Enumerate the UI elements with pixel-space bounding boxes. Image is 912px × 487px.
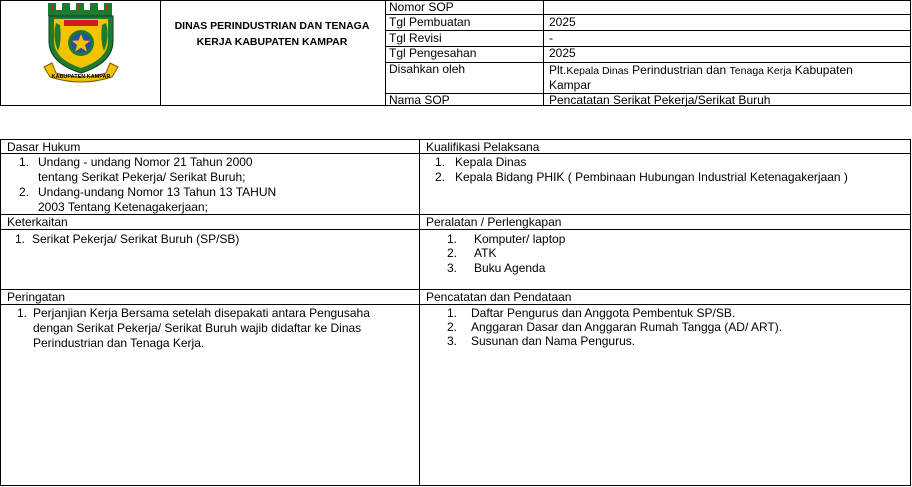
kualifikasi-item-1-text: Kepala Dinas [455, 155, 527, 169]
dasar-hukum-item-1-line1: Undang - undang Nomor 21 Tahun 2000 [38, 155, 253, 169]
organization-name-line1: DINAS PERINDUSTRIAN DAN TENAGA [174, 20, 370, 32]
dasar-hukum-item-2-line2: 2003 Tentang Ketenagakerjaan; [38, 200, 208, 214]
header-row-line [385, 30, 911, 31]
section-title-peralatan: Peralatan / Perlengkapan [426, 215, 562, 229]
dasar-hukum-item-2-num: 2. [19, 185, 30, 199]
keterkaitan-item-1-num: 1. [15, 232, 26, 246]
kualifikasi-item-2-num: 2. [435, 170, 446, 184]
header-divider-label [543, 1, 544, 105]
peringatan-item-1-line3: Perindustrian dan Tenaga Kerja. [33, 336, 205, 350]
logo-ribbon-text: KABUPATEN KAMPAR [51, 74, 111, 80]
pencatatan-item-1-text: Daftar Pengurus dan Anggota Pembentuk SP/SB. [471, 306, 736, 320]
peralatan-item-1-text: Komputer/ laptop [474, 232, 566, 246]
disahkan-part-tenaga-kerja: Tenaga Kerja [729, 65, 792, 77]
section-title-dasar-hukum: Dasar Hukum [7, 140, 81, 154]
value-disahkan-oleh-line2: Kampar [549, 78, 592, 92]
peralatan-item-2-num: 2. [447, 246, 458, 260]
value-tgl-pengesahan: 2025 [549, 46, 576, 60]
body-row-line [1, 229, 910, 230]
header-divider-logo [160, 1, 161, 105]
label-tgl-pembuatan: Tgl Pembuatan [389, 15, 471, 29]
peralatan-item-3-num: 3. [447, 261, 458, 275]
label-tgl-pengesahan: Tgl Pengesahan [389, 46, 477, 60]
header-divider-org [385, 1, 386, 105]
peralatan-item-3-text: Buku Agenda [474, 261, 546, 275]
pencatatan-item-1-num: 1. [447, 306, 458, 320]
peringatan-item-1-line1: Perjanjian Kerja Bersama setelah disepakati antara Pengusaha [33, 306, 370, 320]
value-disahkan-oleh [549, 64, 853, 78]
section-title-kualifikasi: Kualifikasi Pelaksana [426, 140, 540, 154]
dasar-hukum-item-1-num: 1. [19, 155, 30, 169]
disahkan-part-perindustrian: Perindustrian dan [628, 63, 730, 77]
kampar-logo [42, 1, 120, 83]
keterkaitan-item-1-text: Serikat Pekerja/ Serikat Buruh (SP/SB) [32, 232, 240, 246]
pencatatan-item-3-text: Susunan dan Nama Pengurus. [471, 334, 636, 348]
disahkan-part-plt: Plt. [549, 63, 567, 77]
label-disahkan-oleh: Disahkan oleh [389, 62, 466, 76]
disahkan-part-kabupaten: Kabupaten [791, 63, 853, 77]
peralatan-item-2-text: ATK [474, 246, 497, 260]
peringatan-item-1-line2: dengan Serikat Pekerja/ Serikat Buruh wajib didaftar ke Dinas [33, 321, 362, 335]
pencatatan-item-2-num: 2. [447, 320, 458, 334]
kualifikasi-item-1-num: 1. [435, 155, 446, 169]
disahkan-part-kepala-dinas: Kepala Dinas [566, 65, 629, 77]
body-column-divider [419, 140, 420, 485]
peralatan-item-1-num: 1. [447, 232, 458, 246]
value-tgl-revisi: - [549, 31, 553, 45]
pencatatan-item-2-text: Anggaran Dasar dan Anggaran Rumah Tangga (AD/ ART). [471, 320, 783, 334]
section-title-peringatan: Peringatan [7, 290, 66, 304]
organization-name-line2: KERJA KABUPATEN KAMPAR [196, 36, 348, 48]
body-row-line [1, 304, 910, 305]
value-nama-sop: Pencatatan Serikat Pekerja/Serikat Buruh [549, 93, 771, 107]
value-tgl-pembuatan: 2025 [549, 15, 576, 29]
label-nomor-sop: Nomor SOP [389, 0, 454, 14]
kualifikasi-item-2-text: Kepala Bidang PHIK ( Pembinaan Hubungan Industrial Ketenagakerjaan ) [455, 170, 848, 184]
peringatan-item-1-num: 1. [17, 306, 28, 320]
label-nama-sop: Nama SOP [389, 93, 450, 107]
label-tgl-revisi: Tgl Revisi [389, 31, 442, 45]
organization-name [161, 18, 383, 50]
section-title-pencatatan: Pencatatan dan Pendataan [426, 290, 572, 304]
pencatatan-item-3-num: 3. [447, 334, 458, 348]
dasar-hukum-item-1-line2: tentang Serikat Pekerja/ Serikat Buruh; [38, 170, 246, 184]
dasar-hukum-item-2-line1: Undang-undang Nomor 13 Tahun 13 TAHUN [38, 185, 277, 199]
section-title-keterkaitan: Keterkaitan [7, 215, 68, 229]
